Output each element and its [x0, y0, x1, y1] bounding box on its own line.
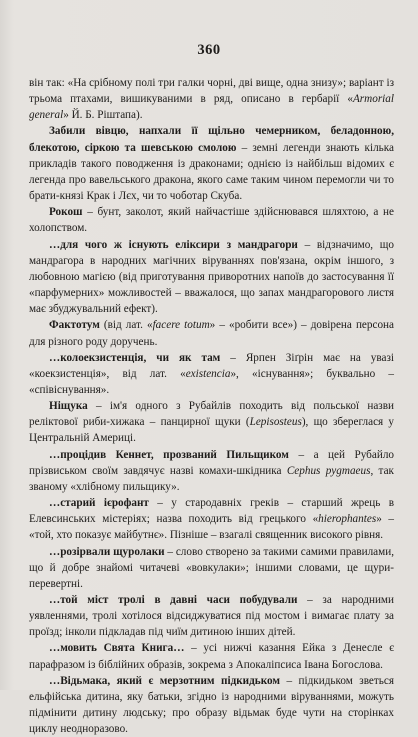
- note-text: ), що збереглася у Центральній Америці.: [29, 416, 395, 445]
- note-term: …старий ієрофант: [49, 497, 149, 510]
- note-paragraph: [29, 123, 394, 204]
- note-paragraph: [29, 350, 394, 398]
- note-term: Фактотум: [49, 319, 100, 332]
- note-term: …розірвали щуролаки: [49, 545, 165, 558]
- note-paragraph: [29, 673, 394, 737]
- note-text: він так: «На срібному полі три галки чорні, дві вище, одна знизу»; варіант із трьома птахами, вишикуваними в ряд, описано в гербарії «: [29, 77, 394, 106]
- note-paragraph: [29, 544, 394, 592]
- latin-phrase: facere totum: [152, 319, 210, 332]
- note-text: – бунт, заколот, який найчастіше здійснювався шляхтою, а не холопством.: [29, 206, 394, 235]
- note-text: – земні легенди знають кілька прикладів такого поводження із драконами; однією із найбільш відомих є легенда про вавельського дракона, якого саме таким чином перемогли чи то брати-князі Крак і Лєх, чи то чоботар Скуба.: [29, 141, 394, 203]
- note-paragraph: [29, 398, 394, 446]
- page-number: 360: [197, 42, 221, 58]
- note-term: Рокош: [49, 206, 83, 219]
- note-text: – ім'я одного з Рубайлів походить від польської назви реліктової риби-хижака – панцирної щуки (: [29, 400, 394, 429]
- note-term: Забили вівцю, напхали її щільно чемерником, беладонною, блекотою, сіркою та шевською смолою: [29, 125, 394, 154]
- note-paragraph: [29, 640, 394, 672]
- note-paragraph: [29, 75, 394, 123]
- note-term: …той міст тролі в давні часи побудували: [49, 594, 298, 606]
- note-text: – підкидьком зветься ельфійська дитина, яку батьки, згідно із народними віруваннями, можуть підмінити дитину людську; про образу відьмак буде чути на сторінках циклу неодноразово.: [29, 674, 394, 736]
- note-text: » – «той, хто показує майбутнє». Пізніше – взагалі священник високого рівня.: [29, 513, 395, 542]
- note-paragraph: [29, 495, 394, 543]
- note-text: (від лат. «: [99, 319, 153, 332]
- note-paragraph: [29, 317, 394, 349]
- note-text: , так званому «хлібному пильщику».: [29, 464, 394, 493]
- note-text: – а цей Рубайло прізвиськом своїм завдячує назві комахи-шкідника: [29, 448, 394, 477]
- note-text: – усі нижчі казання Ейка з Денесле є парафразом із біблійних образів, зокрема з Апокаліпсиса Івана Богослова.: [29, 642, 394, 671]
- note-term: …процідив Кеннет, прозваний Пильщиком: [49, 448, 289, 461]
- latin-phrase: Lepisosteus: [249, 416, 302, 429]
- note-paragraph: [29, 204, 394, 236]
- note-paragraph: [29, 447, 394, 495]
- latin-phrase: Cephus pygmaeus: [286, 464, 371, 477]
- note-term: …колоекзистенція, чи як там: [49, 351, 221, 364]
- note-paragraph: [29, 592, 394, 640]
- latin-phrase: hierophantes: [318, 513, 377, 526]
- note-term: …для чого ж існують еліксири з мандрагори: [49, 238, 298, 251]
- note-text: », «існування»; буквально – «співіснування».: [29, 367, 394, 396]
- note-text: – за народними уявленнями, тролі хотілося відсиджуватися під мостом і вимагає плату за проїзд; інколи підкладав під чиїм дитиною інших дітей.: [29, 594, 394, 639]
- note-text: » – «робити все») – довірена персона для різного роду доручень.: [29, 319, 394, 348]
- note-text: – відзначимо, що мандрагора в народних магічних віруваннях пов'язана, окрім іншого, з любовною магією (від приготування приворотних напоїв до застосування її «парфумерних» можливостей – вважалося, що запах мандрагорового листя має збуджувальний ефект).: [29, 238, 394, 316]
- note-text: – у стародавніх греків – старший жрець в Елевсинських містеріях; назва походить від грецького «: [29, 497, 394, 526]
- note-text: » Й. Б. Ріштапа).: [63, 109, 143, 122]
- note-term: …мовить Свята Книга…: [49, 642, 185, 655]
- note-paragraph: [29, 237, 394, 318]
- note-text: – Ярпен Зіґрін має на увазі «коекзистенція», від лат. «: [29, 351, 394, 380]
- note-text: – слово створено за такими самими правилами, що й добре знайомі читачеві «вовкулаки»; іншими словами, це щури-перевертні.: [29, 545, 395, 590]
- latin-phrase: existencia: [185, 367, 231, 380]
- note-term: Ніщука: [49, 400, 88, 413]
- note-term: …Відьмака, який є мерзотним підкидьком: [49, 674, 280, 687]
- latin-phrase: Armorial general: [29, 93, 394, 122]
- notes-body: [29, 75, 394, 737]
